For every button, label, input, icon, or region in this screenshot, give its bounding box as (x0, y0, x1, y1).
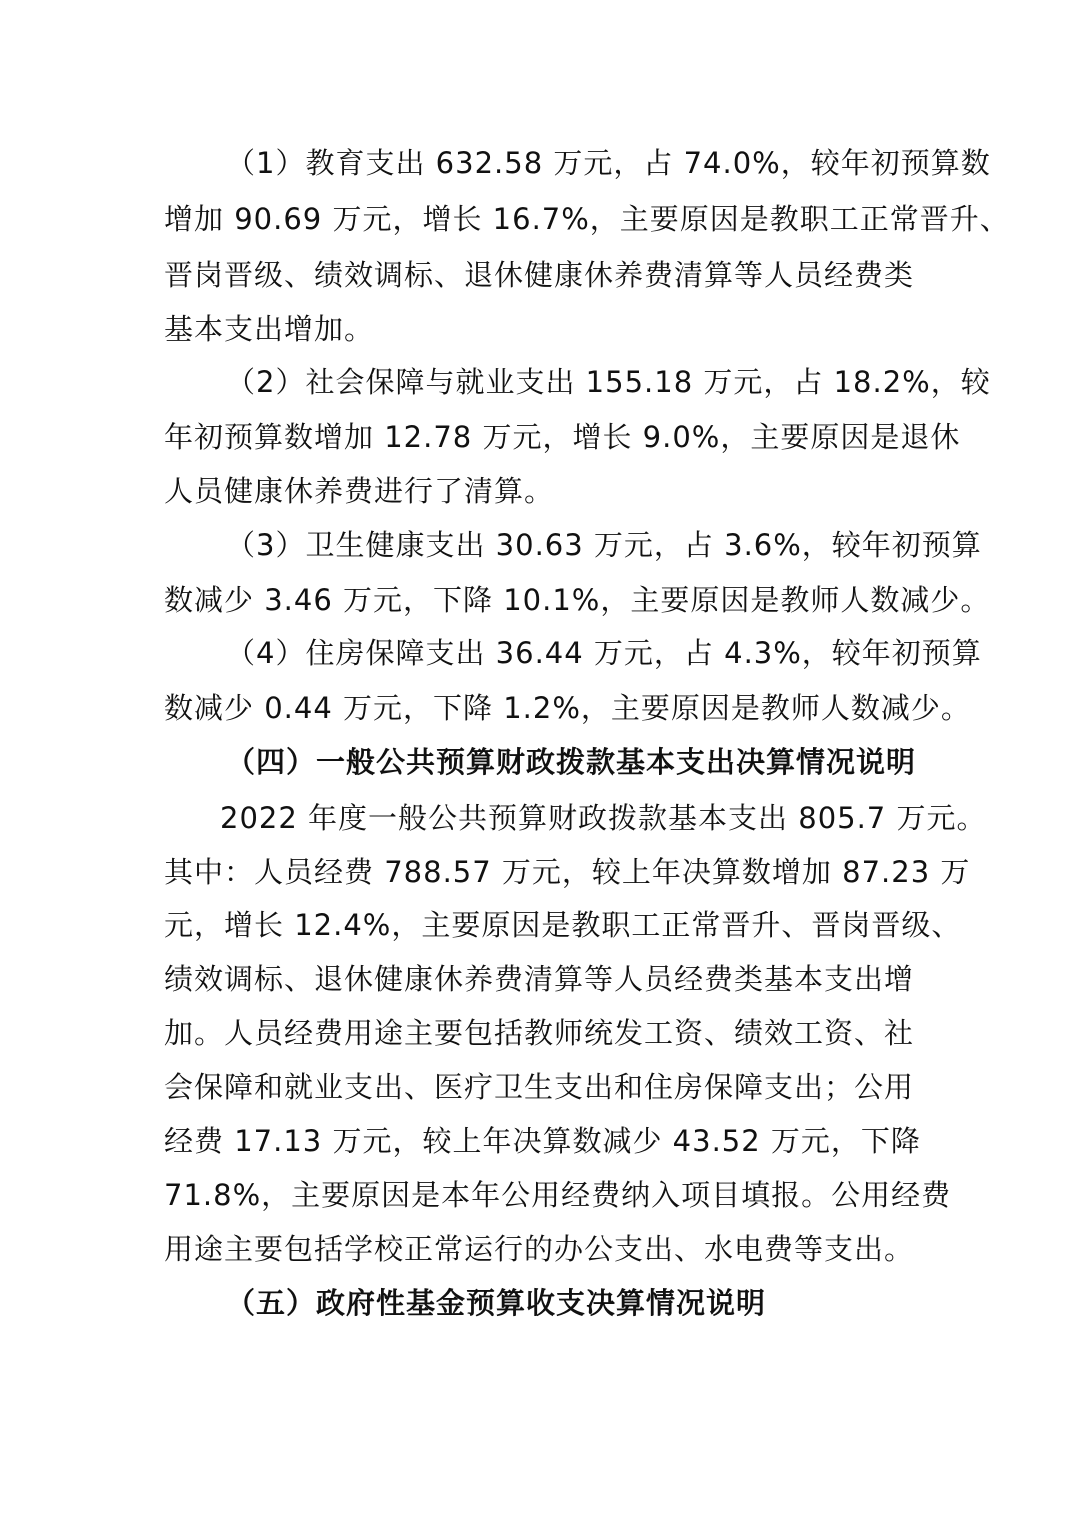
paragraph-line: 元，增长 12.4%，主要原因是教职工正常晋升、晋岗晋级、 (164, 908, 962, 942)
paragraph-line: 2022 年度一般公共预算财政拨款基本支出 805.7 万元。 (220, 801, 987, 835)
paragraph-line: 晋岗晋级、绩效调标、退休健康休养费清算等人员经费类 (164, 258, 915, 292)
paragraph-line: （4）住房保障支出 36.44 万元，占 4.3%，较年初预算 (226, 636, 982, 670)
paragraph-line: 其中：人员经费 788.57 万元，较上年决算数增加 87.23 万 (164, 855, 971, 889)
paragraph-line: 基本支出增加。 (164, 312, 375, 346)
paragraph-line: 绩效调标、退休健康休养费清算等人员经费类基本支出增 (164, 962, 915, 996)
paragraph-line: （2）社会保障与就业支出 155.18 万元，占 18.2%，较 (226, 365, 991, 399)
paragraph-line: 年初预算数增加 12.78 万元，增长 9.0%，主要原因是退休 (164, 420, 961, 454)
paragraph-line: 增加 90.69 万元，增长 16.7%，主要原因是教职工正常晋升、 (164, 202, 1010, 236)
paragraph-line: 数减少 3.46 万元，下降 10.1%，主要原因是教师人数减少。 (164, 583, 991, 617)
paragraph-line: 会保障和就业支出、医疗卫生支出和住房保障支出；公用 (164, 1070, 915, 1104)
paragraph-line: （3）卫生健康支出 30.63 万元，占 3.6%，较年初预算 (226, 528, 982, 562)
section-heading: （四）一般公共预算财政拨款基本支出决算情况说明 (226, 745, 917, 779)
paragraph-line: 经费 17.13 万元，较上年决算数减少 43.52 万元，下降 (164, 1124, 921, 1158)
section-heading: （五）政府性基金预算收支决算情况说明 (226, 1286, 767, 1320)
paragraph-line: 加。人员经费用途主要包括教师统发工资、绩效工资、社 (164, 1016, 915, 1050)
paragraph-line: （1）教育支出 632.58 万元，占 74.0%，较年初预算数 (226, 146, 991, 180)
paragraph-line: 人员健康休养费进行了清算。 (164, 474, 555, 508)
paragraph-line: 71.8%，主要原因是本年公用经费纳入项目填报。公用经费 (164, 1178, 952, 1212)
paragraph-line: 数减少 0.44 万元，下降 1.2%，主要原因是教师人数减少。 (164, 691, 971, 725)
paragraph-line: 用途主要包括学校正常运行的办公支出、水电费等支出。 (164, 1232, 915, 1266)
